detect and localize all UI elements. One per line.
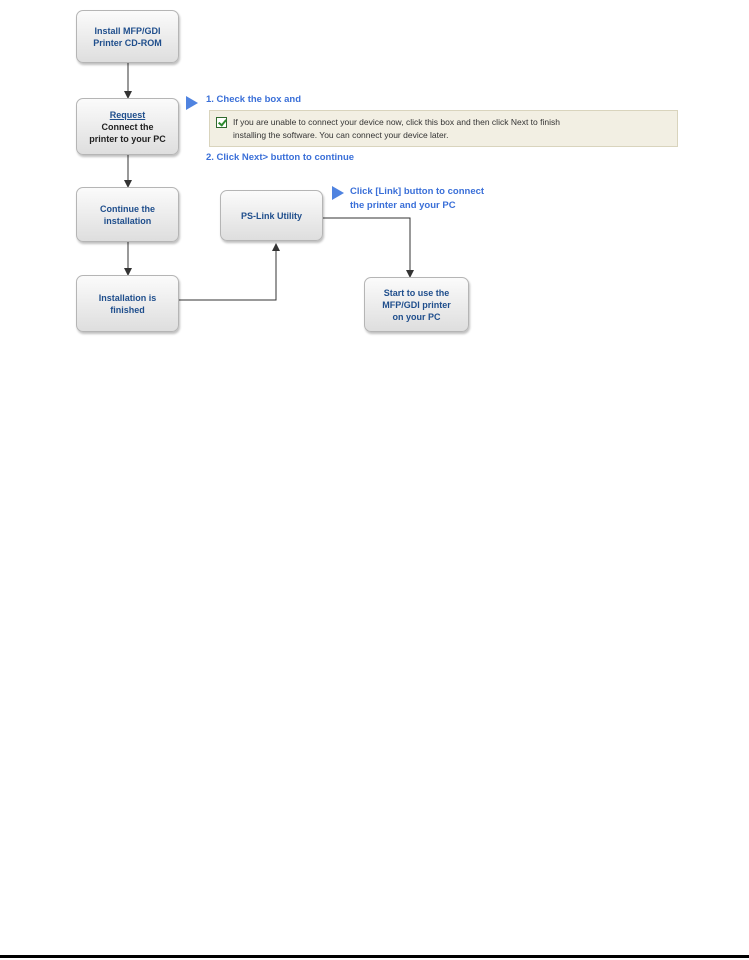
flow-node-continue-install [76,187,179,242]
flow-node-install-finished [76,275,179,332]
flow-node-pslink-utility-label: PS-Link Utility [240,210,302,221]
request-label: Request [109,109,146,120]
link-instruction: Click [Link] button to connect the printer and your PC [350,186,485,211]
flow-node-connect-printer [76,98,179,155]
flow-node-connect-printer-label: Connect the printer to your PC [89,121,166,144]
arrow-finished-to-pslink [179,244,276,300]
bottom-rule [0,955,749,958]
pointer-triangle-icon [332,186,344,200]
flow-node-install-finished-label: Installation is finished [98,292,157,315]
flow-node-start-use [364,277,469,332]
pointer-triangle-icon [186,96,198,110]
flow-node-start-use-label: Start to use the MFP/GDI printer on your PC [382,287,451,322]
flow-node-install-cd-label: Install MFP/GDI Printer CD-ROM [93,25,162,48]
step1-instruction: 1. Check the box and [206,94,302,105]
flow-node-pslink-utility [220,190,323,241]
checkbox-panel-text: If you are unable to connect your device now, click this box and then click Next to finish installing the software. You can connect your device later. [233,117,560,140]
checkbox-panel [209,110,678,147]
checkbox-checked-icon [216,117,227,128]
flow-node-install-cd [76,10,179,63]
arrow-pslink-to-start [323,218,410,277]
step2-instruction: 2. Click Next> button to continue [206,152,355,163]
flow-node-continue-install-label: Continue the installation [100,203,155,226]
